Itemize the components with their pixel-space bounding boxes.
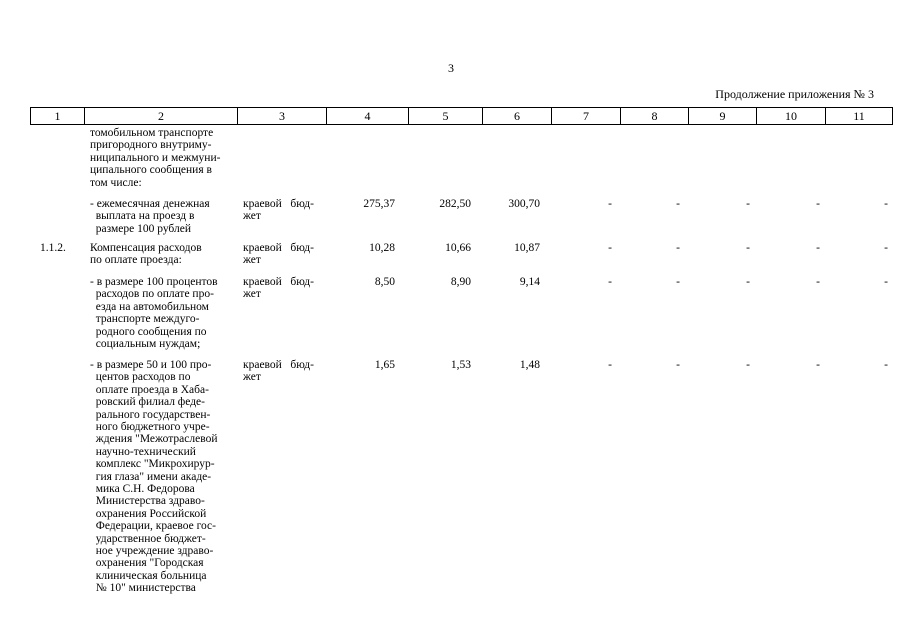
row-dash-8: - bbox=[676, 242, 680, 254]
row-name-line: Министерства здраво- bbox=[90, 495, 205, 508]
row-dash-11: - bbox=[884, 359, 888, 371]
row-name-line: выплата на проезд в bbox=[90, 210, 195, 223]
row-value-6: 10,87 bbox=[514, 242, 540, 254]
row-dash-7: - bbox=[608, 276, 612, 288]
row-name-line: том числе: bbox=[90, 176, 142, 189]
col-header-10: 10 bbox=[757, 108, 826, 125]
row-name-line: Компенсация расходов bbox=[90, 242, 202, 254]
row-name-line: Федерации, краевое гос- bbox=[90, 520, 216, 533]
row-name-line: охранения Российской bbox=[90, 507, 207, 520]
row-dash-11: - bbox=[884, 242, 888, 254]
row-name-line: - в размере 50 и 100 про- bbox=[90, 359, 212, 371]
col-header-7: 7 bbox=[552, 108, 621, 125]
row-source-line: жет bbox=[243, 371, 261, 384]
row-name-line: ное учреждение здраво- bbox=[90, 545, 214, 557]
row-dash-10: - bbox=[816, 359, 820, 371]
row-name-line: гия глаза" имени акаде- bbox=[90, 470, 212, 483]
row-name-line: ципального сообщения в bbox=[90, 164, 212, 177]
row-dash-10: - bbox=[816, 276, 820, 288]
row-name-line: научно-технический bbox=[90, 445, 196, 458]
row-dash-10: - bbox=[816, 198, 820, 210]
row-dash-7: - bbox=[608, 242, 612, 254]
row-name-line: ровский филиал феде- bbox=[90, 396, 205, 409]
row-name-line: ниципального и межмуни- bbox=[90, 151, 221, 164]
row-dash-9: - bbox=[746, 198, 750, 210]
row-name-line: ного бюджетного учре- bbox=[90, 421, 210, 433]
row-name-line: мика С.Н. Федорова bbox=[90, 483, 195, 495]
row-name-line: № 10" министерства bbox=[90, 582, 196, 595]
row-source-line: краевой бюд- bbox=[243, 359, 314, 371]
page-number: 3 bbox=[448, 61, 454, 75]
col-header-1: 1 bbox=[31, 108, 85, 125]
row-name-line: - ежемесячная денежная bbox=[90, 198, 210, 210]
row-dash-8: - bbox=[676, 359, 680, 371]
row-name-line: оплате проезда в Хаба- bbox=[90, 383, 209, 396]
row-name-line: езда на автомобильном bbox=[90, 300, 209, 313]
row-value-5: 8,90 bbox=[450, 276, 471, 288]
col-header-9: 9 bbox=[689, 108, 757, 125]
col-header-8: 8 bbox=[621, 108, 689, 125]
row-source-line: краевой бюд- bbox=[243, 242, 314, 254]
row-value-4: 1,65 bbox=[374, 359, 395, 371]
row-source-line: краевой бюд- bbox=[243, 198, 314, 210]
row-value-5: 282,50 bbox=[439, 198, 471, 210]
row-value-6: 1,48 bbox=[519, 359, 540, 371]
row-dash-9: - bbox=[746, 276, 750, 288]
row-name-line: размере 100 рублей bbox=[90, 222, 191, 235]
row-dash-7: - bbox=[608, 198, 612, 210]
row-name-line: центов расходов по bbox=[90, 371, 191, 384]
row-value-4: 8,50 bbox=[374, 276, 395, 288]
row-dash-11: - bbox=[884, 198, 888, 210]
row-name-line: социальным нуждам; bbox=[90, 338, 201, 350]
column-header-table bbox=[30, 107, 893, 125]
row-dash-9: - bbox=[746, 359, 750, 371]
row-source-line: жет bbox=[243, 288, 261, 301]
row-dash-8: - bbox=[676, 276, 680, 288]
row-name-line: расходов по оплате про- bbox=[90, 288, 214, 301]
row-name-line: комплекс "Микрохирур- bbox=[90, 458, 215, 471]
header-row bbox=[31, 108, 893, 125]
row-source-line: краевой бюд- bbox=[243, 276, 314, 288]
row-value-5: 1,53 bbox=[450, 359, 471, 371]
row-name-line: охранения "Городская bbox=[90, 557, 204, 570]
row-value-6: 9,14 bbox=[519, 276, 540, 288]
row-value-4: 10,28 bbox=[369, 242, 395, 254]
row-name-line: по оплате проезда: bbox=[90, 254, 182, 267]
row-dash-8: - bbox=[676, 198, 680, 210]
row-name-line: родного сообщения по bbox=[90, 325, 207, 338]
row-name-line: клиническая больница bbox=[90, 569, 207, 582]
row-dash-9: - bbox=[746, 242, 750, 254]
row-dash-7: - bbox=[608, 359, 612, 371]
row-name-line: пригородного внутриму- bbox=[90, 139, 212, 152]
row-source-line: жет bbox=[243, 254, 261, 267]
col-header-2: 2 bbox=[85, 108, 238, 125]
col-header-11: 11 bbox=[826, 108, 893, 125]
row-value-6: 300,70 bbox=[508, 198, 540, 210]
row-dash-11: - bbox=[884, 276, 888, 288]
row-source-line: жет bbox=[243, 210, 261, 223]
col-header-4: 4 bbox=[327, 108, 409, 125]
row-value-4: 275,37 bbox=[363, 198, 395, 210]
col-header-6: 6 bbox=[483, 108, 552, 125]
col-header-5: 5 bbox=[409, 108, 483, 125]
row-name-line: томобильном транспорте bbox=[90, 127, 214, 139]
row-name-line: рального государствен- bbox=[90, 408, 211, 421]
row-code: 1.1.2. bbox=[40, 242, 66, 254]
row-name-line: - в размере 100 процентов bbox=[90, 276, 218, 288]
row-dash-10: - bbox=[816, 242, 820, 254]
continuation-label: Продолжение приложения № 3 bbox=[715, 87, 874, 101]
col-header-3: 3 bbox=[238, 108, 327, 125]
row-name-line: ждения "Межотраслевой bbox=[90, 433, 218, 446]
row-name-line: транспорте междуго- bbox=[90, 313, 200, 326]
row-name-line: ударственное бюджет- bbox=[90, 532, 206, 545]
row-value-5: 10,66 bbox=[445, 242, 471, 254]
